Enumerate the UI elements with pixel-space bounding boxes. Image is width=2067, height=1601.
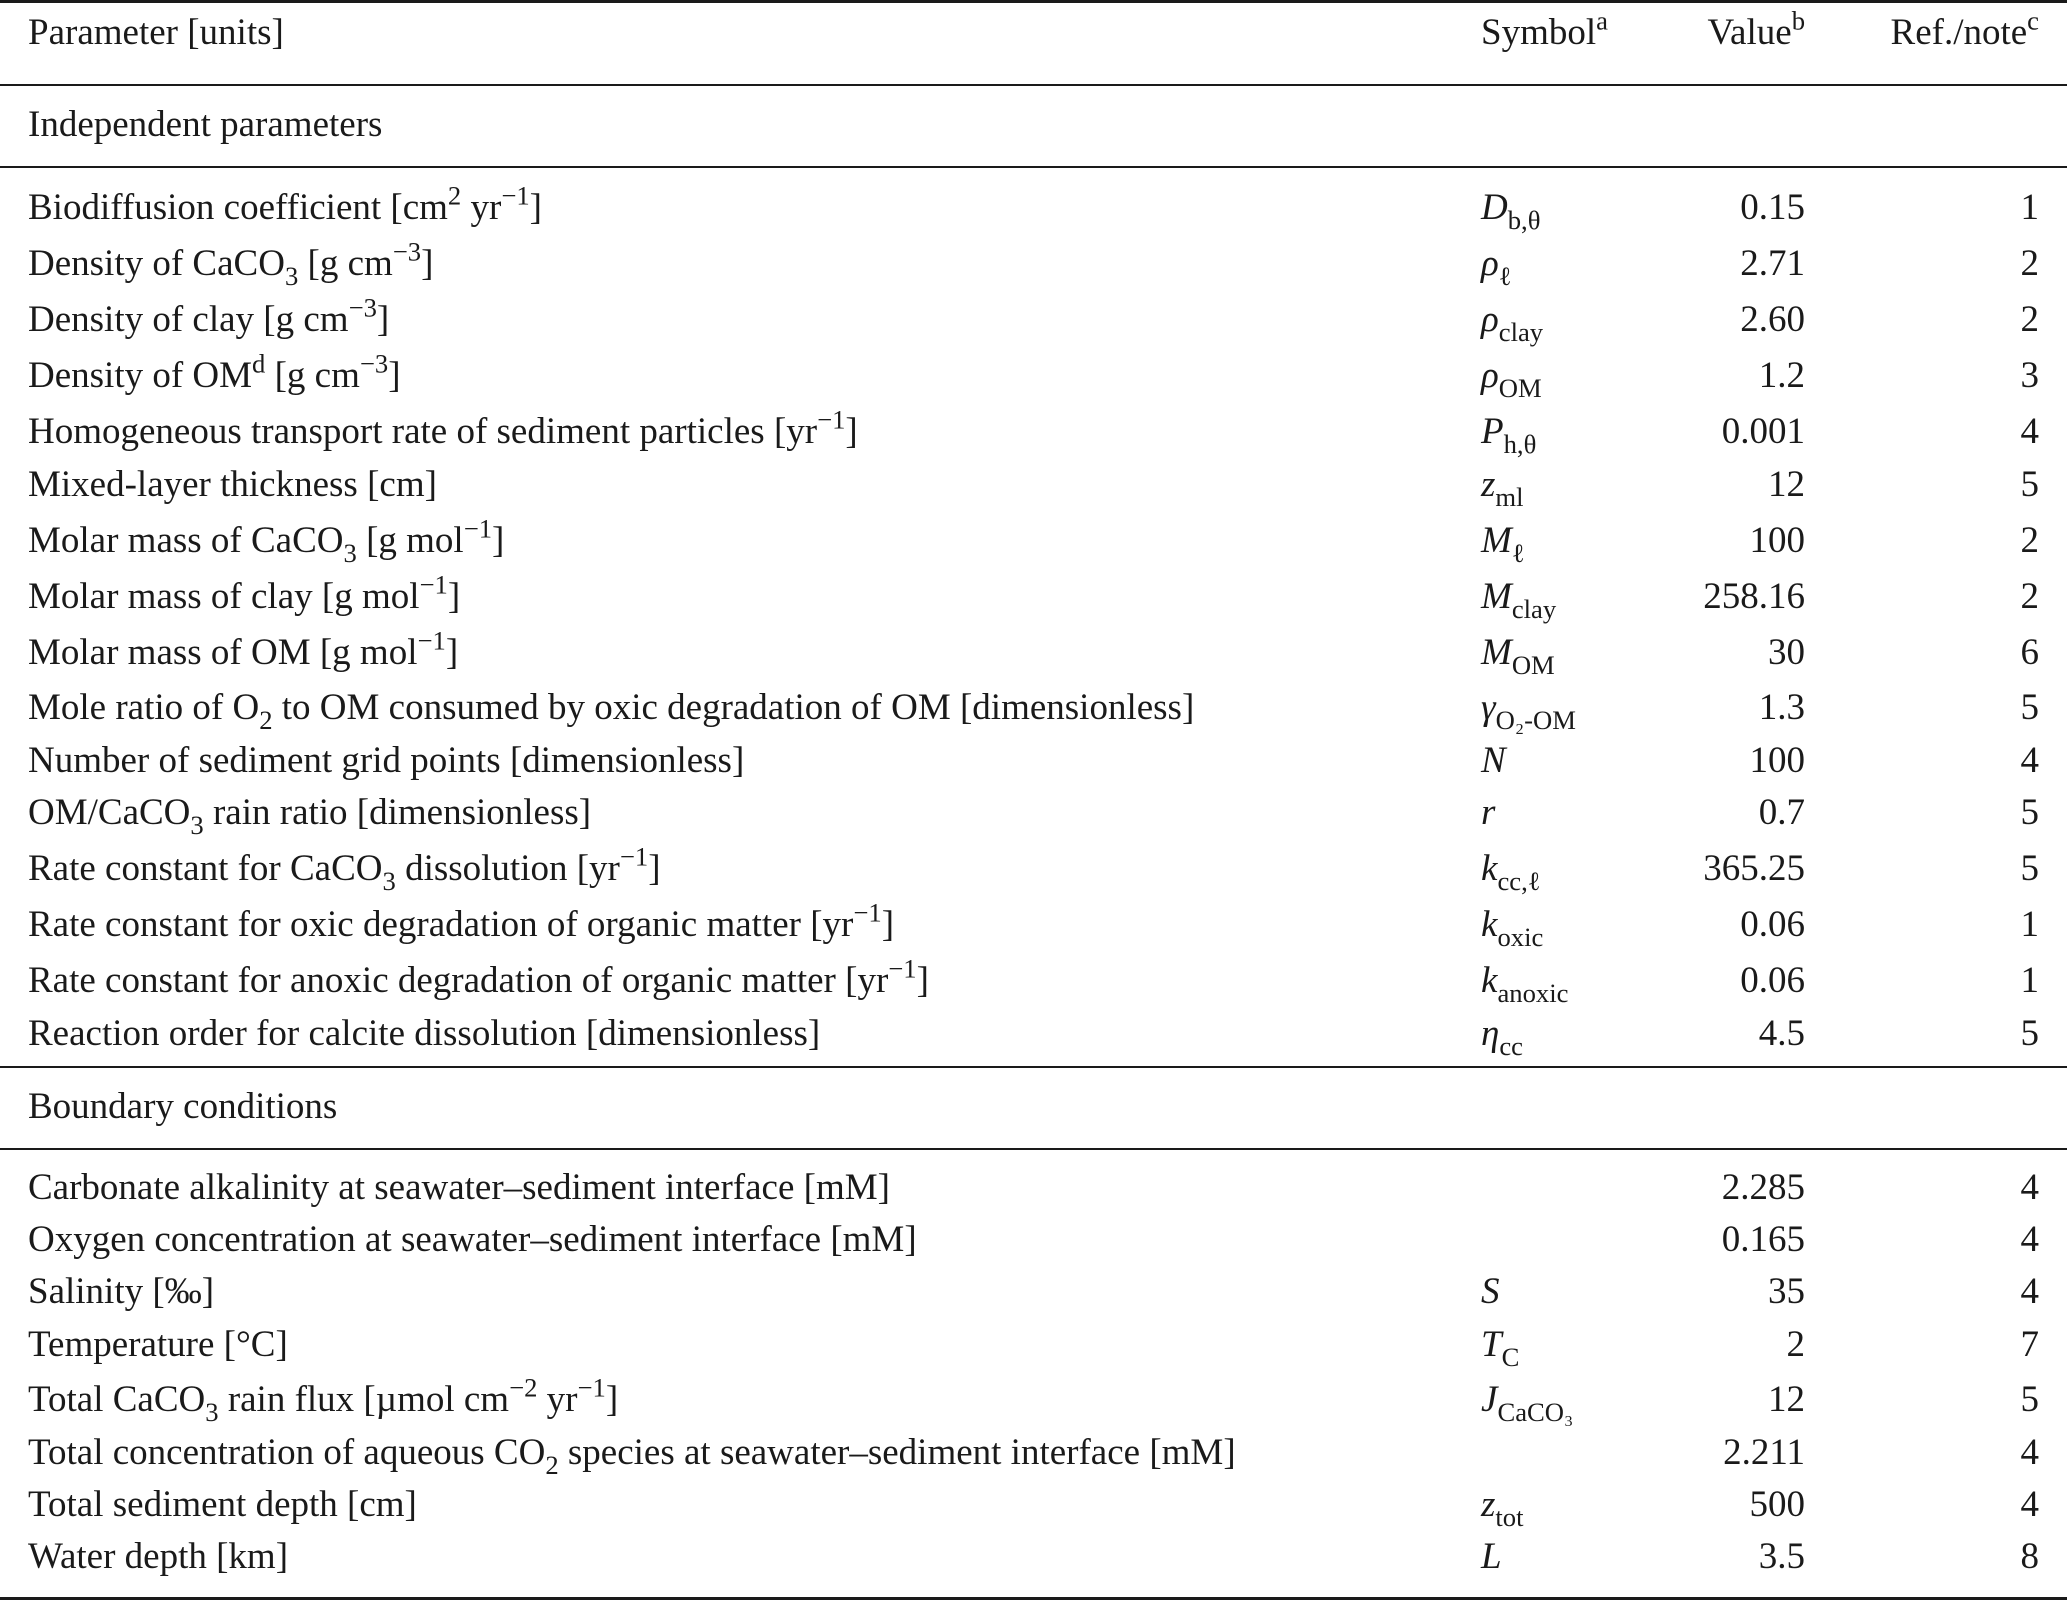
value-cell: 2.285 xyxy=(1721,1167,1805,1208)
text-run: Oxygen concentration at seawater–sediment interface [mM] xyxy=(28,1219,917,1260)
text-run: ] xyxy=(388,355,401,396)
parameter-cell xyxy=(28,625,459,673)
text-run: Rate constant for oxic degradation of organic matter [yr xyxy=(28,904,854,945)
section-rule xyxy=(0,1148,2067,1150)
symbol-cell xyxy=(1481,576,1557,625)
superscript: −1 xyxy=(417,625,446,656)
text-run: dissolution [yr xyxy=(395,848,620,889)
superscript: −1 xyxy=(853,897,882,928)
text-run: z xyxy=(1481,1484,1496,1525)
text-run: M xyxy=(1481,520,1512,561)
text-run: k xyxy=(1481,848,1498,889)
table-row xyxy=(0,404,2067,460)
subscript: CaCO₃ xyxy=(1497,1397,1574,1428)
text-run: ] xyxy=(648,848,661,889)
parameter-cell xyxy=(28,180,542,228)
value-cell: 0.001 xyxy=(1721,411,1805,452)
text-run: ] xyxy=(605,1379,619,1420)
text-run: Rate constant for anoxic degradation of organic matter [yr xyxy=(28,960,889,1001)
table-row xyxy=(0,292,2067,348)
subscript: 3 xyxy=(205,1397,219,1428)
ref-cell: 8 xyxy=(2020,1536,2039,1577)
text-run: k xyxy=(1481,960,1498,1001)
ref-cell: 5 xyxy=(2020,687,2039,728)
text-run: Total concentration of aqueous CO xyxy=(28,1432,546,1473)
table-row xyxy=(0,841,2067,897)
text-run: ] xyxy=(916,960,929,1001)
text-run: Density of OM xyxy=(28,355,253,396)
superscript: −3 xyxy=(359,348,389,379)
subscript: clay xyxy=(1511,594,1557,625)
parameter-cell xyxy=(28,513,505,569)
ref-cell: 1 xyxy=(2020,187,2039,228)
superscript: −1 xyxy=(419,569,448,600)
text-run: N xyxy=(1481,740,1506,781)
value-cell: 500 xyxy=(1749,1484,1805,1525)
subscript: ℓ xyxy=(1511,538,1525,569)
value-cell: 0.7 xyxy=(1758,792,1805,833)
symbol-cell xyxy=(1481,1324,1520,1373)
text-run: ρ xyxy=(1481,355,1499,396)
ref-cell: 1 xyxy=(2020,904,2039,945)
ref-cell: 5 xyxy=(2020,848,2039,889)
superscript: −1 xyxy=(817,404,846,435)
value-cell: 0.165 xyxy=(1721,1219,1805,1260)
superscript: −3 xyxy=(348,292,377,323)
text-run: D xyxy=(1481,187,1508,228)
text-run: ] xyxy=(881,904,895,945)
table-row xyxy=(0,897,2067,953)
ref-cell: 5 xyxy=(2020,464,2039,505)
symbol-cell xyxy=(1481,904,1544,953)
text-run: L xyxy=(1481,1536,1502,1577)
subscript: 3 xyxy=(190,810,204,841)
text-run: ρ xyxy=(1481,299,1499,340)
parameter-cell xyxy=(28,792,592,841)
symbol-cell xyxy=(1481,187,1541,236)
subscript: O₂-OM xyxy=(1495,705,1576,736)
parameter-cell xyxy=(28,841,661,897)
value-cell: 258.16 xyxy=(1703,576,1805,617)
value-cell: 3.5 xyxy=(1758,1536,1805,1577)
table-row xyxy=(0,741,2067,781)
ref-cell: 4 xyxy=(2020,1432,2039,1473)
superscript: −3 xyxy=(392,236,422,267)
superscript: −1 xyxy=(463,513,493,544)
text-run: yr xyxy=(537,1379,578,1420)
value-cell: 100 xyxy=(1749,520,1805,561)
text-run: [g cm xyxy=(265,355,360,396)
text-run: Density of clay [g cm xyxy=(28,299,349,340)
ref-cell: 1 xyxy=(2020,960,2039,1001)
table-row xyxy=(0,1220,2067,1260)
value-cell: 100 xyxy=(1749,740,1805,781)
parameter-cell xyxy=(28,292,390,340)
value-cell: 2.71 xyxy=(1740,243,1805,284)
text-run: J xyxy=(1481,1379,1498,1420)
parameter-cell xyxy=(28,404,858,452)
parameter-cell xyxy=(28,1014,820,1054)
text-run: ] xyxy=(447,576,461,617)
ref-cell: 4 xyxy=(2020,1484,2039,1525)
top-rule xyxy=(0,0,2067,3)
text-run: Salinity [‰] xyxy=(28,1271,215,1312)
subscript: h, xyxy=(1503,429,1524,460)
text-run: γ xyxy=(1481,687,1496,728)
header-symbol xyxy=(1481,5,1608,53)
text-run: [g mol xyxy=(356,520,464,561)
subscript: ℓ xyxy=(1498,261,1512,292)
parameter-cell xyxy=(28,687,1195,736)
text-run: Total sediment depth [cm] xyxy=(28,1484,417,1525)
table-row xyxy=(0,792,2067,841)
text-run: rain flux [µmol cm xyxy=(218,1379,510,1420)
symbol-cell xyxy=(1481,1537,1502,1577)
value-cell: 30 xyxy=(1768,632,1805,673)
text-run: Density of CaCO xyxy=(28,243,285,284)
symbol-cell xyxy=(1481,464,1524,513)
table-row xyxy=(0,1324,2067,1373)
subscript: 3 xyxy=(343,538,357,569)
text-run: Temperature [°C] xyxy=(28,1324,288,1365)
value-cell: 4.5 xyxy=(1758,1013,1805,1054)
ref-cell: 7 xyxy=(2020,1324,2039,1365)
symbol-cell xyxy=(1481,632,1555,681)
table-row xyxy=(0,348,2067,404)
subscript: 3 xyxy=(382,866,396,897)
text-run: ] xyxy=(376,299,390,340)
table-row xyxy=(0,1484,2067,1533)
table-row xyxy=(0,1272,2067,1312)
subscript: b, xyxy=(1507,205,1528,236)
superscript: d xyxy=(252,348,266,379)
text-run: Carbonate alkalinity at seawater–sediment interface [mM] xyxy=(28,1167,890,1208)
subscript: θ xyxy=(1523,429,1537,460)
value-cell: 1.3 xyxy=(1758,687,1805,728)
subscript: clay xyxy=(1498,317,1544,348)
text-run: η xyxy=(1481,1013,1500,1054)
value-cell: 0.06 xyxy=(1740,904,1805,945)
text-run: species at seawater–sediment interface [mM] xyxy=(558,1432,1236,1473)
parameter-cell xyxy=(28,569,461,617)
table-row xyxy=(0,1168,2067,1208)
table-row xyxy=(0,1372,2067,1428)
text-run: ] xyxy=(529,187,542,228)
parameter-cell xyxy=(28,1220,917,1260)
text-run: r xyxy=(1481,792,1496,833)
superscript: −1 xyxy=(577,1372,606,1403)
section-title: Independent parameters xyxy=(28,104,383,145)
symbol-cell xyxy=(1481,299,1544,348)
header-value-label: Value xyxy=(1707,12,1792,53)
text-run: rain ratio [dimensionless] xyxy=(203,792,592,833)
symbol-cell xyxy=(1481,1484,1524,1533)
text-run: k xyxy=(1481,904,1498,945)
text-run: Reaction order for calcite dissolution [dimensionless] xyxy=(28,1013,821,1054)
text-run: ] xyxy=(492,520,505,561)
value-cell: 12 xyxy=(1768,464,1805,505)
superscript: 2 xyxy=(447,180,462,211)
value-cell: 2 xyxy=(1786,1324,1805,1365)
ref-cell: 2 xyxy=(2020,243,2039,284)
superscript: −2 xyxy=(509,1372,538,1403)
text-run: OM/CaCO xyxy=(28,792,191,833)
text-run: Number of sediment grid points [dimensionless] xyxy=(28,740,745,781)
subscript: θ xyxy=(1527,205,1541,236)
header-rule xyxy=(0,84,2067,86)
symbol-cell xyxy=(1481,1272,1500,1312)
value-cell: 1.2 xyxy=(1758,355,1805,396)
parameter-cell xyxy=(28,1485,417,1525)
header-value xyxy=(1707,5,1805,53)
text-run: M xyxy=(1481,632,1512,673)
ref-cell: 5 xyxy=(2020,1013,2039,1054)
subscript: ml xyxy=(1495,482,1524,513)
header-ref-label: Ref./note xyxy=(1890,12,2028,53)
ref-cell: 3 xyxy=(2020,355,2039,396)
subscript: oxic xyxy=(1497,922,1544,953)
symbol-cell xyxy=(1481,687,1576,736)
text-run: z xyxy=(1481,464,1496,505)
ref-cell: 4 xyxy=(2020,1271,2039,1312)
table-row xyxy=(0,180,2067,236)
section-end-rule xyxy=(0,1066,2067,1068)
text-run: Molar mass of CaCO xyxy=(28,520,344,561)
symbol-cell xyxy=(1481,355,1542,404)
value-cell: 12 xyxy=(1768,1379,1805,1420)
text-run: Molar mass of OM [g mol xyxy=(28,632,418,673)
symbol-cell xyxy=(1481,243,1512,292)
symbol-cell xyxy=(1481,520,1525,569)
superscript: −1 xyxy=(619,841,649,872)
text-run: to OM consumed by oxic degradation of OM [dimensionless] xyxy=(272,687,1195,728)
table-row xyxy=(0,513,2067,569)
parameter-cell xyxy=(28,1325,288,1365)
table-row xyxy=(0,464,2067,513)
parameter-cell xyxy=(28,953,929,1001)
table-row xyxy=(0,625,2067,681)
header-symbol-footnote: a xyxy=(1596,5,1608,36)
symbol-cell xyxy=(1481,960,1569,1009)
table-row xyxy=(0,1432,2067,1481)
header-ref xyxy=(1890,5,2039,53)
parameter-cell xyxy=(28,236,434,292)
parameter-cell xyxy=(28,1272,214,1312)
ref-cell: 4 xyxy=(2020,1167,2039,1208)
text-run: Mixed-layer thickness [cm] xyxy=(28,464,437,505)
text-run: T xyxy=(1481,1324,1502,1365)
text-run: S xyxy=(1481,1271,1500,1312)
subscript: OM xyxy=(1498,373,1542,404)
subscript: ℓ xyxy=(1527,866,1541,897)
text-run: Water depth [km] xyxy=(28,1536,289,1577)
symbol-cell xyxy=(1481,848,1541,897)
ref-cell: 4 xyxy=(2020,1219,2039,1260)
parameter-cell xyxy=(28,1432,1236,1481)
subscript: cc, xyxy=(1497,866,1528,897)
ref-cell: 4 xyxy=(2020,740,2039,781)
ref-cell: 6 xyxy=(2020,632,2039,673)
parameter-cell xyxy=(28,1168,890,1208)
value-cell: 0.15 xyxy=(1740,187,1805,228)
bottom-rule xyxy=(0,1597,2067,1600)
header-value-footnote: b xyxy=(1791,5,1805,36)
value-cell: 0.06 xyxy=(1740,960,1805,1001)
symbol-cell xyxy=(1481,741,1506,781)
section-title: Boundary conditions xyxy=(28,1086,338,1127)
subscript: anoxic xyxy=(1497,978,1569,1009)
value-cell: 365.25 xyxy=(1703,848,1805,889)
text-run: M xyxy=(1481,576,1512,617)
text-run: Molar mass of clay [g mol xyxy=(28,576,420,617)
table-row xyxy=(0,569,2067,625)
parameter-cell xyxy=(28,897,895,945)
text-run: Biodiffusion coefficient [cm xyxy=(28,187,448,228)
text-run: Homogeneous transport rate of sediment particles [yr xyxy=(28,411,818,452)
text-run: ] xyxy=(421,243,434,284)
symbol-cell xyxy=(1481,793,1495,833)
subscript: cc xyxy=(1499,1031,1523,1062)
value-cell: 2.60 xyxy=(1740,299,1805,340)
section-rule xyxy=(0,166,2067,168)
text-run: P xyxy=(1481,411,1504,452)
parameter-cell xyxy=(28,741,744,781)
ref-cell: 4 xyxy=(2020,411,2039,452)
ref-cell: 2 xyxy=(2020,299,2039,340)
subscript: OM xyxy=(1511,650,1555,681)
section-title-row xyxy=(0,105,2067,145)
text-run: ] xyxy=(845,411,858,452)
text-run: [g cm xyxy=(298,243,393,284)
subscript: 3 xyxy=(284,261,299,292)
table-row xyxy=(0,236,2067,292)
subscript: 2 xyxy=(545,1450,559,1481)
value-cell: 35 xyxy=(1768,1271,1805,1312)
parameter-cell xyxy=(28,1372,619,1428)
table-row xyxy=(0,1537,2067,1577)
subscript: 2 xyxy=(259,705,273,736)
ref-cell: 5 xyxy=(2020,792,2039,833)
ref-cell: 2 xyxy=(2020,576,2039,617)
subscript: tot xyxy=(1495,1502,1524,1533)
text-run: ρ xyxy=(1481,243,1499,284)
ref-cell: 5 xyxy=(2020,1379,2039,1420)
value-cell: 2.211 xyxy=(1723,1432,1805,1473)
header-symbol-label: Symbol xyxy=(1481,12,1597,53)
symbol-cell xyxy=(1481,411,1537,460)
text-run: Total CaCO xyxy=(28,1379,206,1420)
header-row xyxy=(0,5,2067,53)
header-parameter: Parameter [units] xyxy=(28,12,284,53)
symbol-cell xyxy=(1481,1379,1574,1428)
parameter-cell xyxy=(28,348,401,396)
text-run: Rate constant for CaCO xyxy=(28,848,383,889)
subscript: C xyxy=(1501,1342,1520,1373)
section-title-row xyxy=(0,1087,2067,1127)
text-run: yr xyxy=(461,187,502,228)
parameter-cell xyxy=(28,465,437,505)
text-run: Mole ratio of O xyxy=(28,687,260,728)
superscript: −1 xyxy=(501,180,530,211)
text-run: ] xyxy=(445,632,459,673)
superscript: −1 xyxy=(888,953,917,984)
table-row xyxy=(0,687,2067,736)
table-row xyxy=(0,953,2067,1009)
symbol-cell xyxy=(1481,1013,1523,1062)
parameter-cell xyxy=(28,1537,288,1577)
header-ref-footnote: c xyxy=(2027,5,2039,36)
table-row xyxy=(0,1013,2067,1062)
ref-cell: 2 xyxy=(2020,520,2039,561)
